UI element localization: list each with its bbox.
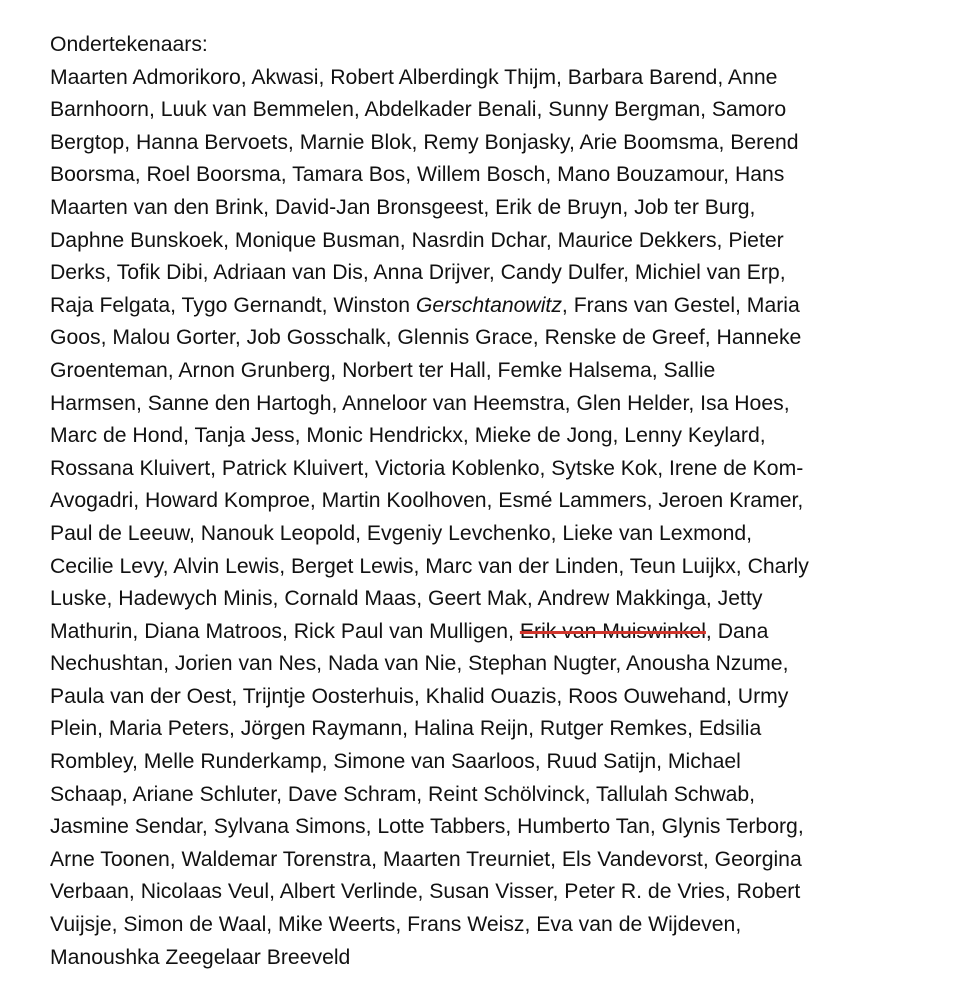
text-line xyxy=(50,583,910,616)
text-line xyxy=(50,192,910,225)
text-segment: Nechushtan, Jorien van Nes, Nada van Nie, Stephan Nugter, Anousha Nzume, xyxy=(50,652,789,676)
signatories-list xyxy=(50,62,910,975)
text-segment: Barnhoorn, Luuk van Bemmelen, Abdelkader Benali, Sunny Bergman, Samoro xyxy=(50,98,787,122)
text-line xyxy=(50,616,910,649)
text-segment: Jasmine Sendar, Sylvana Simons, Lotte Tabbers, Humberto Tan, Glynis Terborg, xyxy=(50,815,804,839)
text-line xyxy=(50,355,910,388)
text-line xyxy=(50,94,910,127)
text-line xyxy=(50,388,910,421)
text-line xyxy=(50,518,910,551)
text-segment: Paul de Leeuw, Nanouk Leopold, Evgeniy Levchenko, Lieke van Lexmond, xyxy=(50,521,753,545)
text-segment: Rombley, Melle Runderkamp, Simone van Saarloos, Ruud Satijn, Michael xyxy=(50,750,741,774)
text-segment: Daphne Bunskoek, Monique Busman, Nasrdin Dchar, Maurice Dekkers, Pieter xyxy=(50,228,784,252)
text-segment: Schaap, Ariane Schluter, Dave Schram, Reint Schölvinck, Tallulah Schwab, xyxy=(50,782,756,806)
text-segment: Maarten Admorikoro, Akwasi, Robert Alberdingk Thijm, Barbara Barend, Anne xyxy=(50,65,778,89)
text-line xyxy=(50,127,910,160)
text-line xyxy=(50,551,910,584)
text-segment: Plein, Maria Peters, Jörgen Raymann, Halina Reijn, Rutger Remkes, Edsilia xyxy=(50,717,762,741)
text-line xyxy=(50,225,910,258)
text-segment: Rossana Kluivert, Patrick Kluivert, Victoria Koblenko, Sytske Kok, Irene de Kom- xyxy=(50,456,804,480)
text-line xyxy=(50,876,910,909)
text-line xyxy=(50,779,910,812)
text-line xyxy=(50,811,910,844)
text-line xyxy=(50,290,910,323)
signatories-heading: Ondertekenaars: xyxy=(50,33,208,56)
text-line xyxy=(50,322,910,355)
text-line xyxy=(50,648,910,681)
text-segment: , Dana xyxy=(705,619,769,643)
text-line xyxy=(50,159,910,192)
text-segment: Goos, Malou Gorter, Job Gosschalk, Glennis Grace, Renske de Greef, Hanneke xyxy=(50,326,802,350)
text-line xyxy=(50,844,910,877)
text-segment: Derks, Tofik Dibi, Adriaan van Dis, Anna Drijver, Candy Dulfer, Michiel van Erp, xyxy=(50,261,786,285)
text-segment: Vuijsje, Simon de Waal, Mike Weerts, Frans Weisz, Eva van de Wijdeven, xyxy=(50,913,742,937)
text-line xyxy=(50,942,910,975)
text-line xyxy=(50,62,910,95)
text-segment: Cecilie Levy, Alvin Lewis, Berget Lewis, Marc van der Linden, Teun Luijkx, Charly xyxy=(50,554,809,578)
text-segment: Mathurin, Diana Matroos, Rick Paul van Mulligen, xyxy=(50,619,520,643)
text-segment: Maarten van den Brink, David-Jan Bronsgeest, Erik de Bruyn, Job ter Burg, xyxy=(50,195,756,219)
text-segment: Harmsen, Sanne den Hartogh, Anneloor van Heemstra, Glen Helder, Isa Hoes, xyxy=(50,391,790,415)
text-line xyxy=(50,681,910,714)
signatories-document xyxy=(50,29,910,974)
text-line xyxy=(50,257,910,290)
text-segment: Marc de Hond, Tanja Jess, Monic Hendrickx, Mieke de Jong, Lenny Keylard, xyxy=(50,424,766,448)
text-line xyxy=(50,746,910,779)
text-line xyxy=(50,485,910,518)
text-segment: Raja Felgata, Tygo Gernandt, Winston xyxy=(50,293,416,317)
text-segment: , Frans van Gestel, Maria xyxy=(561,293,800,317)
text-line xyxy=(50,713,910,746)
text-segment: Manoushka Zeegelaar Breeveld xyxy=(50,945,351,969)
text-segment: Paula van der Oest, Trijntje Oosterhuis, Khalid Ouazis, Roos Ouwehand, Urmy xyxy=(50,684,789,708)
text-segment: Avogadri, Howard Komproe, Martin Koolhoven, Esmé Lammers, Jeroen Kramer, xyxy=(50,489,804,513)
text-line xyxy=(50,420,910,453)
text-segment: Boorsma, Roel Boorsma, Tamara Bos, Willem Bosch, Mano Bouzamour, Hans xyxy=(50,163,785,187)
text-segment: Bergtop, Hanna Bervoets, Marnie Blok, Remy Bonjasky, Arie Boomsma, Berend xyxy=(50,130,799,154)
italic-name: Gerschtanowitz xyxy=(415,293,562,317)
struck-through-name: Erik van Muiswinkel xyxy=(519,619,706,643)
text-segment: Luske, Hadewych Minis, Cornald Maas, Geert Mak, Andrew Makkinga, Jetty xyxy=(50,587,763,611)
text-segment: Verbaan, Nicolaas Veul, Albert Verlinde, Susan Visser, Peter R. de Vries, Robert xyxy=(50,880,801,904)
text-segment: Groenteman, Arnon Grunberg, Norbert ter Hall, Femke Halsema, Sallie xyxy=(50,358,716,382)
text-line xyxy=(50,909,910,942)
text-line xyxy=(50,453,910,486)
text-segment: Arne Toonen, Waldemar Torenstra, Maarten Treurniet, Els Vandevorst, Georgina xyxy=(50,847,802,871)
